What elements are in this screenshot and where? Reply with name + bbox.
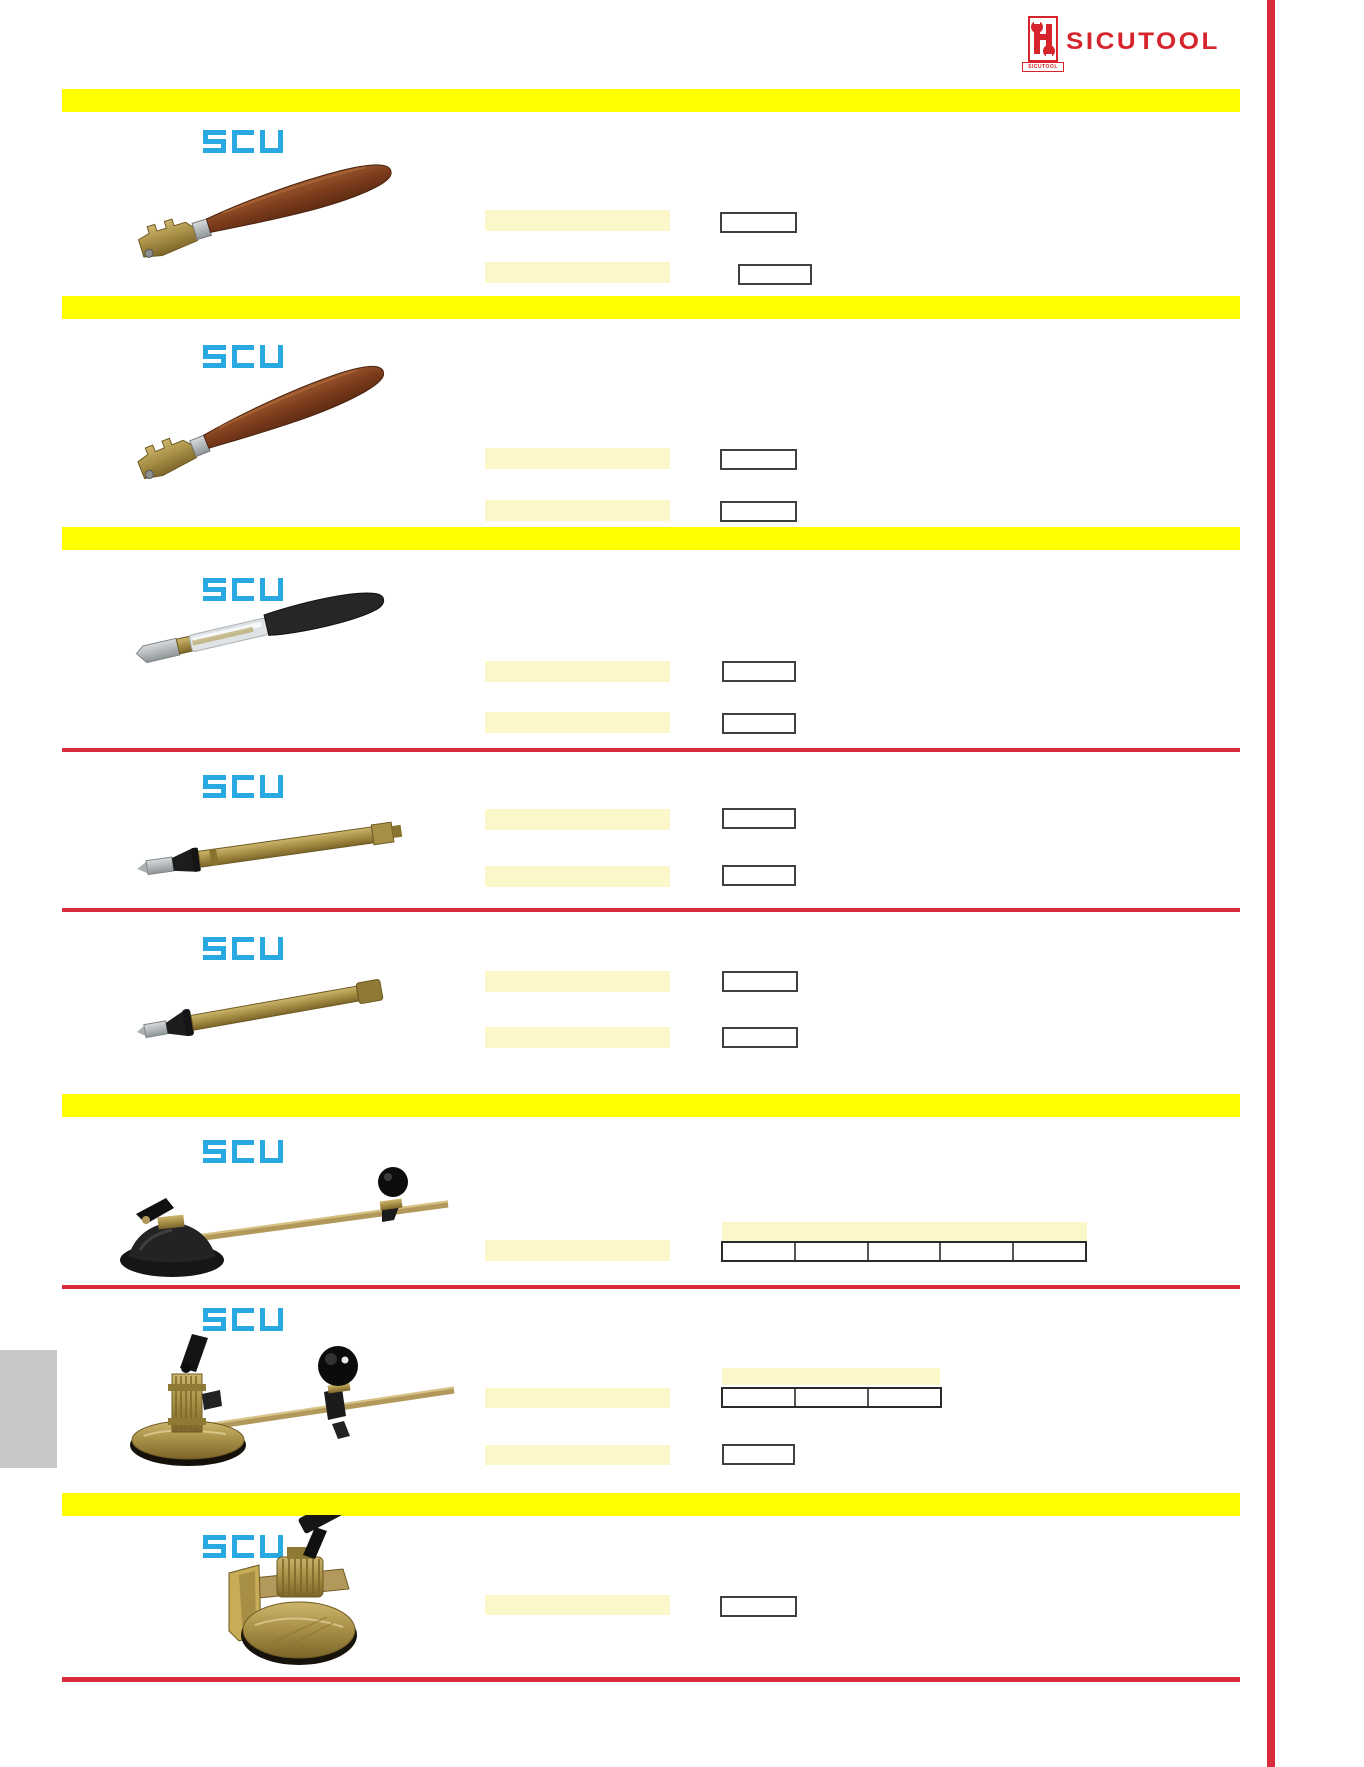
size-table-cell <box>794 1389 867 1406</box>
size-table-cell <box>723 1243 794 1260</box>
size-table-cell <box>867 1389 940 1406</box>
product-image-glass-cutter-brass-pen <box>125 788 425 893</box>
section-header-bar <box>62 1094 1240 1117</box>
spec-field <box>485 1595 670 1615</box>
spec-field <box>485 1445 670 1465</box>
size-table <box>721 1241 1087 1262</box>
section-divider-line <box>62 908 1240 912</box>
product-image-glass-cutter-black-handle <box>125 582 405 692</box>
spec-field <box>485 1027 670 1048</box>
price-box <box>720 501 797 522</box>
product-image-glass-cutter-brass-pen-cap <box>125 948 425 1053</box>
price-box <box>738 264 812 285</box>
spec-field <box>485 500 670 521</box>
price-box <box>722 1444 795 1465</box>
table-header-field <box>722 1368 940 1385</box>
page-edge-red-line <box>1267 0 1275 1767</box>
price-box <box>720 212 797 233</box>
product-image-glass-cutter-wooden-handle <box>125 152 425 277</box>
scu-brand-logo <box>203 1308 283 1331</box>
scu-brand-logo <box>203 130 283 153</box>
price-box <box>722 808 796 829</box>
spec-field <box>485 661 670 682</box>
sicutool-logo-icon <box>1028 16 1058 62</box>
spec-field <box>485 1240 670 1261</box>
section-divider-line <box>62 1285 1240 1289</box>
spec-field <box>485 262 670 283</box>
product-image-suction-cup-lifter <box>215 1515 385 1672</box>
size-table <box>721 1387 942 1408</box>
spec-field <box>485 971 670 992</box>
price-box <box>722 971 798 992</box>
section-header-bar <box>62 296 1240 319</box>
product-image-circle-cutter-black-suction-cup <box>110 1160 460 1290</box>
price-box <box>722 713 796 734</box>
section-divider-line <box>62 748 1240 752</box>
page-bottom-line <box>62 1677 1240 1682</box>
size-table-cell <box>723 1389 794 1406</box>
price-box <box>722 661 796 682</box>
spec-field <box>485 809 670 830</box>
product-image-glass-cutter-wooden-handle-large <box>125 358 415 493</box>
price-box <box>720 1596 797 1617</box>
product-image-circle-cutter-brass-base <box>110 1332 465 1477</box>
sicutool-logo-caption: SICUTOOL <box>1022 62 1064 72</box>
price-box <box>722 1027 798 1048</box>
sicutool-wordmark: SICUTOOL <box>1066 27 1220 55</box>
page-side-index-tab <box>0 1350 57 1468</box>
price-box <box>720 449 797 470</box>
spec-field <box>485 712 670 733</box>
section-header-bar <box>62 89 1240 112</box>
size-table-cell <box>867 1243 940 1260</box>
price-box <box>722 865 796 886</box>
size-table-cell <box>1012 1243 1085 1260</box>
section-header-bar <box>62 527 1240 550</box>
table-header-field <box>722 1222 1087 1241</box>
size-table-cell <box>939 1243 1012 1260</box>
spec-field <box>485 210 670 231</box>
section-header-bar <box>62 1493 1240 1516</box>
spec-field <box>485 448 670 469</box>
spec-field <box>485 866 670 887</box>
spec-field <box>485 1388 670 1408</box>
size-table-cell <box>794 1243 867 1260</box>
